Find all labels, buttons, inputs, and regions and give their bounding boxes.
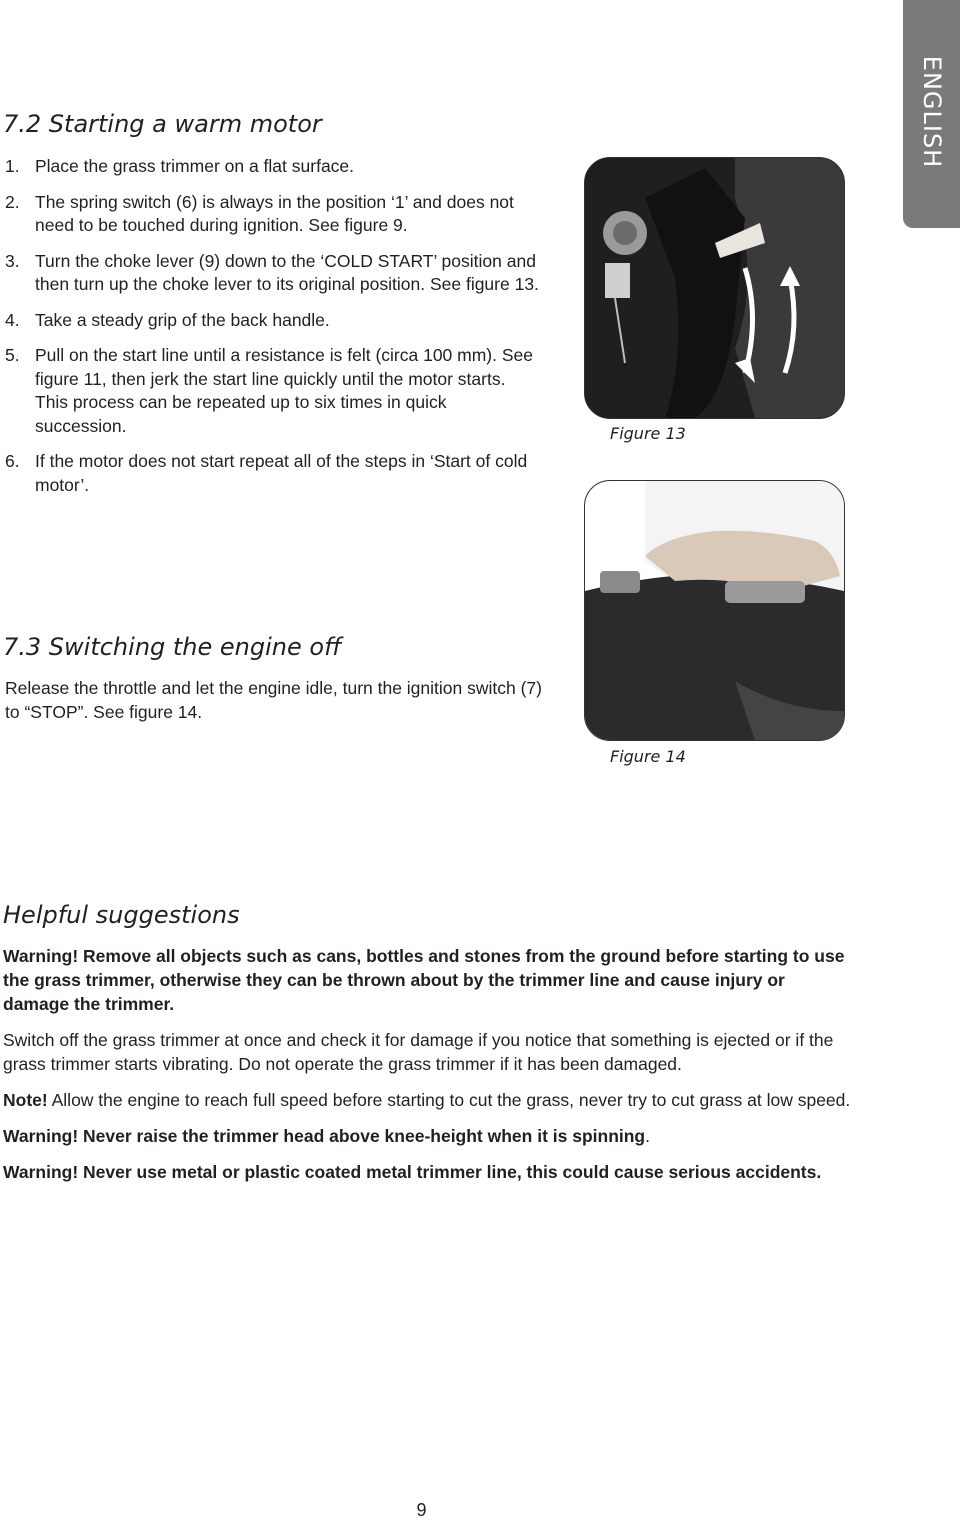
switch-off-if-damaged: Switch off the grass trimmer at once and check it for damage if you notice that something is ejected or if the grass trimmer starts vibrating. Do not operate the grass trimmer if it has been damaged. <box>3 1030 834 1074</box>
warning-remove-objects: Warning! Remove all objects such as cans, bottles and stones from the ground before starting to use the grass trimmer, otherwise they can be thrown about by the trimmer line and cause injury or damage the trimmer. <box>3 946 845 1014</box>
heading-switching-engine-off: 7.3 Switching the engine off <box>3 633 342 661</box>
page-number: 9 <box>416 1500 427 1520</box>
step-text: The spring switch (6) is always in the position ‘1’ and does not need to be touched during ignition. See figure 9. <box>35 191 514 235</box>
warning-knee-height <box>3 1124 853 1148</box>
warm-motor-steps <box>5 155 540 509</box>
step-number: 6. <box>5 451 20 471</box>
note-label: Note! <box>3 1090 48 1110</box>
step-item <box>5 309 540 333</box>
figure-14-ignition-switch-photo <box>584 480 845 741</box>
note-paragraph <box>3 1088 853 1112</box>
warning-knee-height-period: . <box>645 1126 651 1146</box>
step-text: Place the grass trimmer on a flat surface. <box>35 156 355 176</box>
warning-metal-line: Warning! Never use metal or plastic coated metal trimmer line, this could cause serious accidents. <box>3 1162 822 1182</box>
language-tab <box>903 0 960 228</box>
step-item <box>5 450 540 497</box>
language-label: ENGLISH <box>917 55 946 169</box>
step-number: 5. <box>5 345 20 365</box>
step-item <box>5 344 540 438</box>
step-number: 3. <box>5 250 20 271</box>
step-text: Take a steady grip of the back handle. <box>35 309 330 330</box>
step-number: 2. <box>5 191 20 212</box>
heading-helpful-suggestions: Helpful suggestions <box>3 901 240 929</box>
step-number: 4. <box>5 309 20 330</box>
step-number: 1. <box>5 156 20 176</box>
note-text: Allow the engine to reach full speed before starting to cut the grass, never try to cut grass at low speed. <box>47 1090 851 1110</box>
figure-13-caption: Figure 13 <box>610 424 686 443</box>
step-item <box>5 250 540 297</box>
helpful-suggestions-body <box>3 944 853 1196</box>
heading-starting-warm-motor: 7.2 Starting a warm motor <box>3 110 322 138</box>
figure-14-caption: Figure 14 <box>610 747 686 766</box>
figure-13-choke-lever-photo <box>584 157 845 419</box>
step-text: Pull on the start line until a resistance is felt (circa 100 mm). See figure 11, then jerk the start line quickly until the motor starts. This process can be repeated up to six times in quick succession. <box>35 345 533 436</box>
switch-off-text: Release the throttle and let the engine idle, turn the ignition switch (7) to “STOP”. See figure 14. <box>5 678 542 722</box>
step-text: Turn the choke lever (9) down to the ‘COLD START’ position and then turn up the choke lever to its original position. See figure 13. <box>35 250 539 294</box>
step-item <box>5 191 540 238</box>
step-text: If the motor does not start repeat all of the steps in ‘Start of cold motor’. <box>35 451 528 495</box>
warning-knee-height-text: Warning! Never raise the trimmer head above knee-height when it is spinning <box>3 1126 646 1146</box>
step-item <box>5 155 540 179</box>
